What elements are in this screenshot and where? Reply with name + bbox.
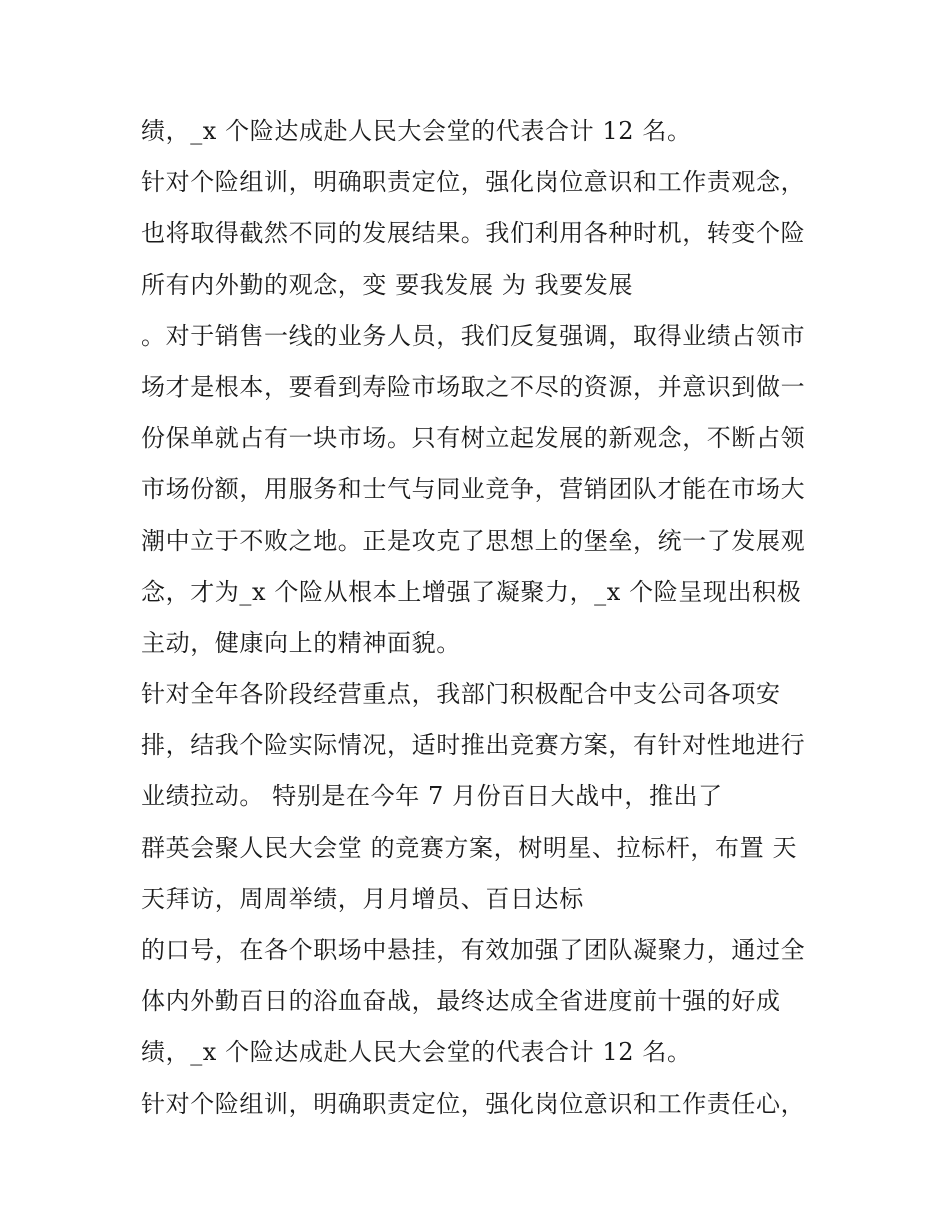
text-line: 绩，_x 个险达成赴人民大会堂的代表合计 12 名。 [141,1038,692,1067]
text-line: 主动，健康向上的精神面貌。 [141,628,461,657]
text-line: 的口号，在各个职场中悬挂，有效加强了团队凝聚力，通过全 [141,936,806,964]
text-line: 所有内外勤的观念，变 要我发展 为 我要发展 [141,270,634,299]
text-line: 。对于销售一线的业务人员，我们反复强调，取得业绩占领市 [141,321,806,350]
text-line: 市场份额，用服务和士气与同业竞争，营销团队才能在市场大 [141,475,806,504]
text-line: 绩，_x 个险达成赴人民大会堂的代表合计 12 名。 [141,117,692,145]
text-line: 业绩拉动。 特别是在今年 7 月份百日大战中，推出了 [141,782,723,811]
text-line: 针对个险组训，明确职责定位，强化岗位意识和工作责观念， [141,168,806,197]
text-line: 潮中立于不败之地。正是攻克了思想上的堡垒，统一了发展观 [141,526,806,555]
text-line: 群英会聚人民大会堂 的竞赛方案，树明星、拉标杆，布置 天 [141,833,798,862]
text-line: 排，结我个险实际情况，适时推出竞赛方案，有针对性地进行 [141,731,806,760]
text-line: 念，才为_x 个险从根本上增强了凝聚力，_x 个险呈现出积极 [141,577,802,606]
text-line: 场才是根本，要看到寿险市场取之不尽的资源，并意识到做一 [141,372,806,401]
text-line: 也将取得截然不同的发展结果。我们利用各种时机，转变个险 [141,219,806,248]
text-line: 针对全年各阶段经营重点，我部门积极配合中支公司各项安 [141,680,781,709]
text-line: 针对个险组训，明确职责定位，强化岗位意识和工作责任心， [141,1089,806,1118]
text-line: 份保单就占有一块市场。只有树立起发展的新观念，不断占领 [141,424,806,453]
text-line: 天拜访，周周举绩，月月增员、百日达标 [141,884,584,913]
body-text [141,106,831,1130]
text-line: 体内外勤百日的浴血奋战，最终达成全省进度前十强的好成 [141,987,781,1016]
